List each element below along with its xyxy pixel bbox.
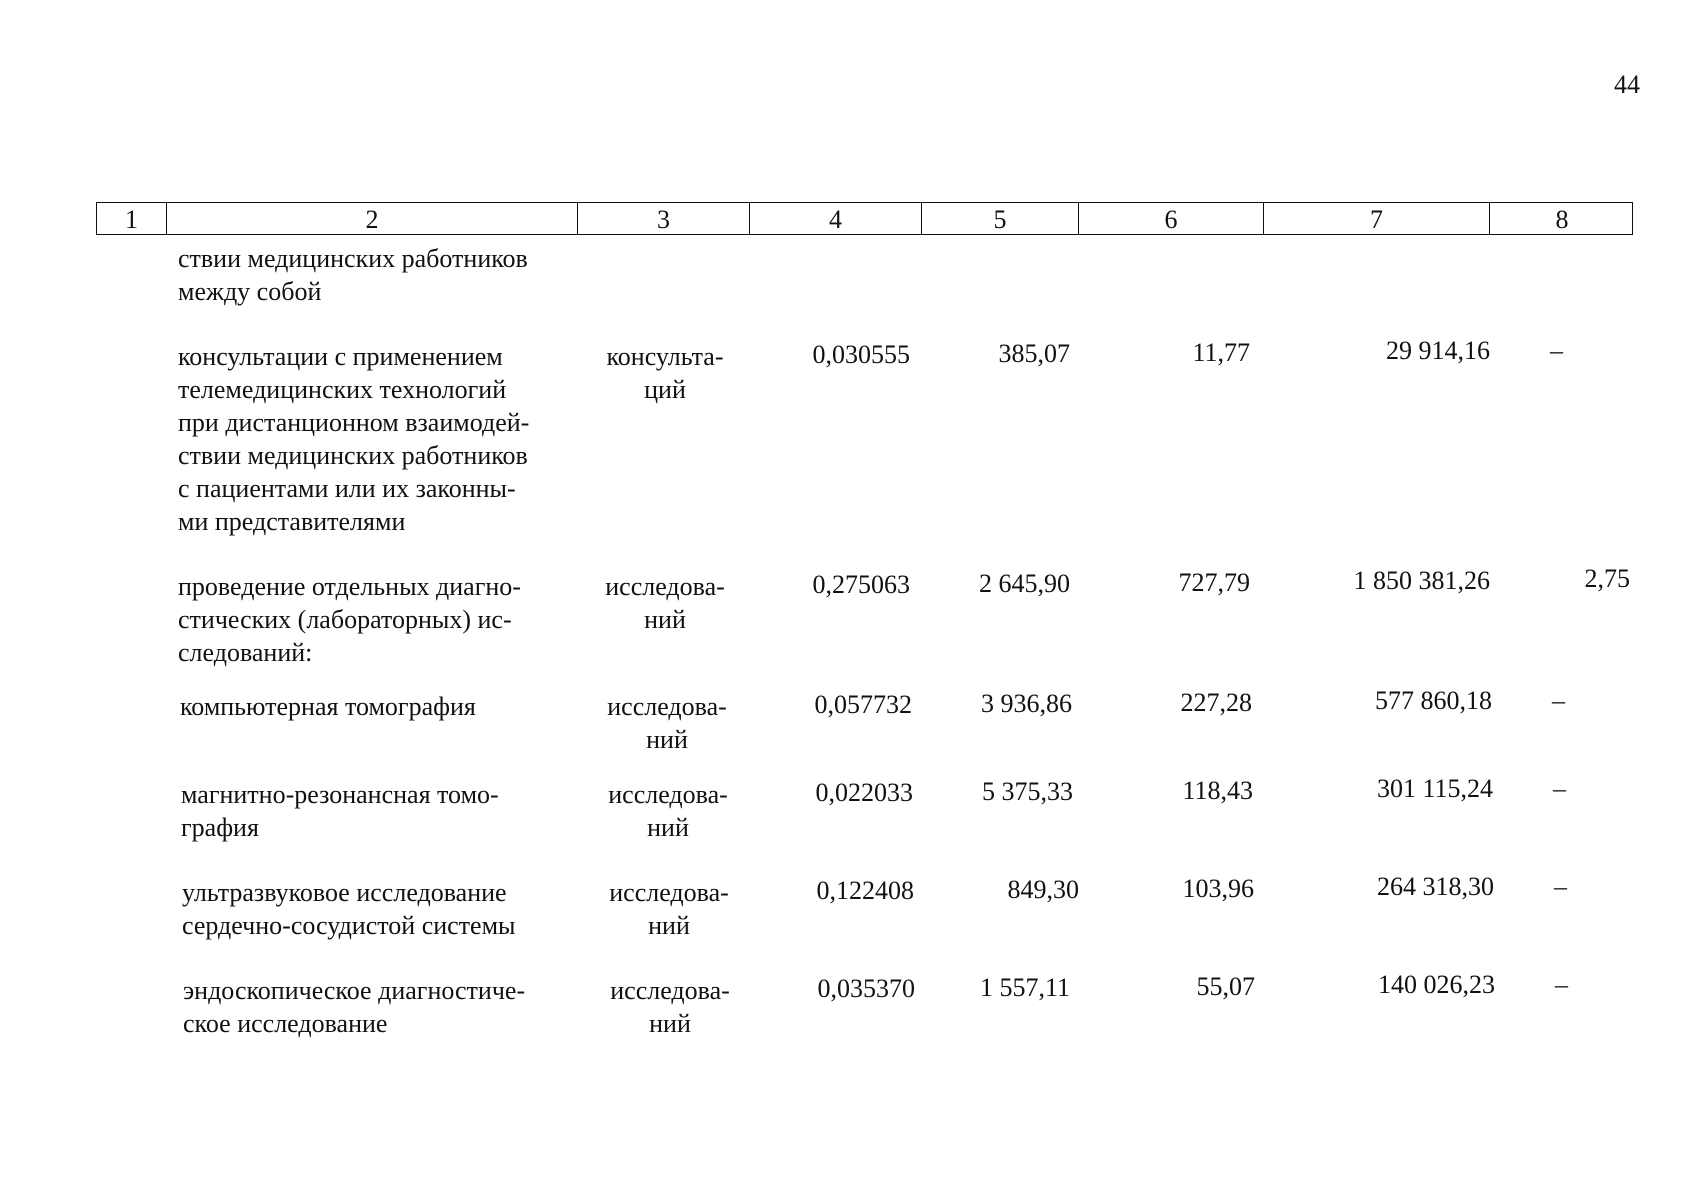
row-description: ультразвуковое исследование сердечно-сосудистой системы: [182, 878, 516, 940]
header-cell-3: 3: [578, 203, 750, 234]
row-col7: 264 318,30: [1377, 872, 1494, 901]
header-cell-1: 1: [97, 203, 167, 234]
row-col4: 0,035370: [817, 974, 915, 1003]
row-col5: 1 557,11: [979, 973, 1070, 1002]
header-cell-4: 4: [750, 203, 922, 234]
page-number: 44: [1614, 70, 1640, 99]
row-unit: исследова- ний: [607, 692, 727, 754]
table-header: [96, 202, 1633, 235]
row-col8: 2,75: [1584, 564, 1630, 593]
row-col5: 385,07: [998, 339, 1070, 368]
row-description: магнитно-резонансная томо- графия: [181, 780, 499, 842]
row-col8: –: [1550, 336, 1563, 365]
row-col8: –: [1553, 774, 1566, 803]
header-cell-5: 5: [922, 203, 1079, 234]
row-col8: –: [1555, 970, 1568, 999]
row-unit: исследова- ний: [610, 976, 730, 1038]
row-unit: консульта- ций: [606, 342, 724, 404]
row-col4: 0,122408: [816, 876, 914, 905]
row-col7: 301 115,24: [1376, 774, 1493, 803]
row-description: проведение отдельных диагно- стических (лабораторных) ис- следований:: [178, 572, 521, 667]
row-col4: 0,275063: [812, 570, 910, 599]
row-col4: 0,057732: [814, 690, 912, 719]
row-unit: исследова- ний: [605, 572, 725, 634]
row-col4: 0,030555: [812, 340, 910, 369]
header-cell-8: 8: [1555, 205, 1569, 234]
row-description: компьютерная томография: [180, 692, 476, 721]
row-col5: 5 375,33: [982, 777, 1073, 806]
row-col6: 11,77: [1192, 338, 1250, 367]
row-col5: 2 645,90: [979, 569, 1070, 598]
row-description: эндоскопическое диагностиче- ское исследование: [183, 976, 526, 1038]
row-col6: 103,96: [1182, 874, 1254, 903]
row-col6: 55,07: [1196, 972, 1255, 1001]
row-col7: 29 914,16: [1386, 336, 1490, 365]
header-cell-2: 2: [167, 203, 578, 234]
row-col8: –: [1554, 872, 1567, 901]
row-unit: исследова- ний: [609, 878, 729, 940]
row-col7: 140 026,23: [1378, 970, 1495, 999]
row-col7: 1 850 381,26: [1353, 566, 1490, 595]
row-col7: 577 860,18: [1375, 686, 1492, 715]
row-col6: 727,79: [1178, 568, 1250, 597]
row-col6: 227,28: [1180, 688, 1252, 717]
row-col5: 3 936,86: [981, 689, 1072, 718]
row-unit: исследова- ний: [608, 780, 728, 842]
header-cell-7: 7: [1264, 203, 1490, 234]
row-col6: 118,43: [1182, 776, 1253, 805]
row-description: консультации с применением телемедицинских технологий при дистанционном взаимодей- ствии медицинских работников с пациентами или их законны- ми представителями: [178, 342, 530, 536]
continuation-text: ствии медицинских работников между собой: [178, 244, 528, 306]
row-col5: 849,30: [1007, 875, 1079, 904]
row-col8: –: [1552, 686, 1565, 715]
row-col4: 0,022033: [815, 778, 913, 807]
header-cell-6: 6: [1079, 203, 1264, 234]
